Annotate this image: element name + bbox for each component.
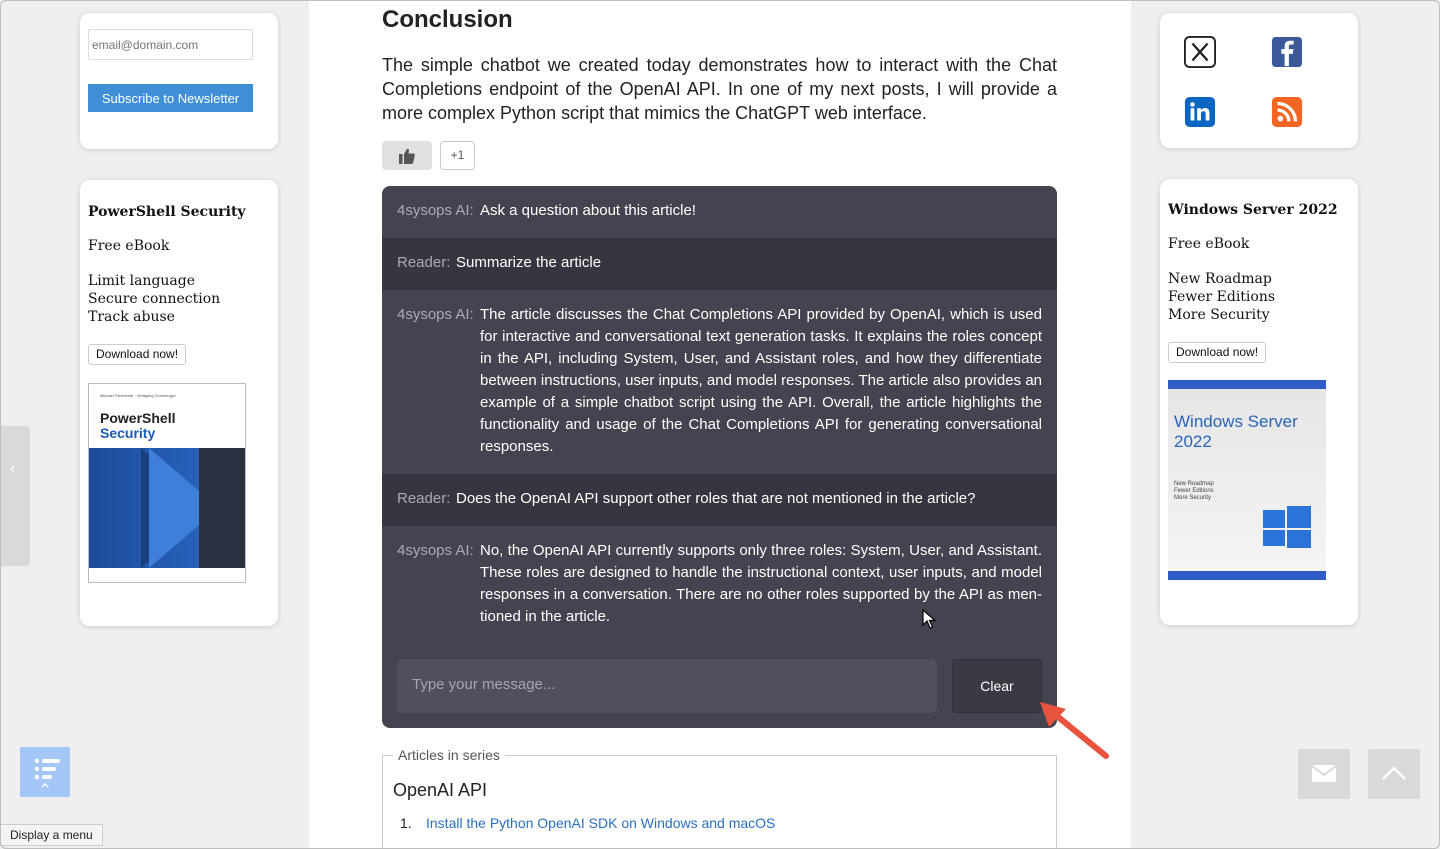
mail-icon [1298, 749, 1350, 799]
list-menu-icon [20, 747, 70, 797]
message-text: No, the OpenAI API currently supports only three roles: System, User, and Assistant. These roles are designed to handle the instructional context, user inputs, and model responses in a conversation. There are no other roles supported by the API as men-tioned in the article. [480, 542, 1042, 625]
cover-dark-panel [199, 448, 245, 568]
message-sender: 4sysops AI: [397, 306, 474, 323]
cover-title: PowerShell [100, 410, 176, 426]
message-sender: Reader: [397, 490, 451, 507]
series-item-number: 1. [400, 815, 412, 831]
chevron-left-icon: ‹ [10, 460, 16, 477]
chat-message-input[interactable]: Type your message... [397, 659, 937, 713]
articles-in-series [382, 747, 1057, 849]
message-text: Summarize the article [456, 254, 602, 271]
ebook-features [88, 272, 220, 326]
download-button[interactable]: Download now! [1168, 342, 1266, 363]
ebook-feature: Limit language [88, 273, 196, 289]
rss-icon[interactable] [1271, 96, 1303, 128]
cover-feature: Fewer Editions [1174, 488, 1214, 494]
chat-message [382, 186, 1057, 238]
scroll-to-top-button[interactable] [1368, 749, 1420, 799]
series-item-link[interactable]: Install the Python OpenAI SDK on Windows and macOS [426, 815, 776, 831]
powershell-ebook-card [80, 180, 278, 626]
message-sender: 4sysops AI: [397, 542, 474, 559]
ebook-feature: New Roadmap [1168, 271, 1272, 287]
message-sender: 4sysops AI: [397, 202, 474, 219]
chat-message [382, 526, 1057, 644]
message-text: Does the OpenAI API support other roles that are not mentioned in the article? [456, 490, 976, 507]
ebook-title: PowerShell Security [88, 204, 246, 220]
newsletter-card [80, 13, 278, 149]
chat-message [382, 290, 1057, 474]
annotation-arrow-icon [1038, 700, 1112, 762]
message-text: Ask a question about this article! [480, 202, 696, 219]
chat-message [382, 474, 1057, 526]
series-legend: Articles in series [393, 747, 505, 763]
x-twitter-icon[interactable] [1184, 36, 1216, 68]
subscribe-button[interactable]: Subscribe to Newsletter [88, 84, 253, 112]
contact-button[interactable] [1298, 749, 1350, 799]
clear-button[interactable]: Clear [952, 659, 1042, 713]
chevron-up-icon [1368, 749, 1420, 799]
ebook-feature: More Security [1168, 307, 1270, 323]
newsletter-email-input[interactable] [88, 29, 253, 60]
windows-logo-icon [1263, 506, 1311, 548]
windows-server-ebook-card [1160, 179, 1358, 625]
mouse-cursor-icon [922, 609, 936, 629]
series-title: OpenAI API [393, 780, 488, 800]
message-sender: Reader: [397, 254, 451, 271]
previous-article-tab[interactable] [0, 426, 30, 566]
cover-features [1174, 481, 1214, 502]
linkedin-icon[interactable] [1184, 96, 1216, 128]
ebook-subtitle: Free eBook [1168, 236, 1250, 252]
powershell-ebook-cover[interactable] [88, 383, 246, 583]
cover-authors: Michael Pietroforte · Wolfgang Sommergut [100, 393, 176, 398]
chat-message [382, 238, 1057, 290]
like-button[interactable] [382, 141, 432, 170]
ebook-feature: Fewer Editions [1168, 289, 1276, 305]
cover-feature: More Security [1174, 495, 1212, 501]
section-heading: Conclusion [382, 6, 513, 33]
facebook-icon[interactable] [1271, 36, 1303, 68]
ai-chat-panel [382, 186, 1057, 728]
article-paragraph: The simple chatbot we created today demonstrates how to interact with the Chat Completions endpoint of the OpenAI API. In one of my next posts, I will provide a more complex Python script that mimics the ChatGPT web interface. [382, 55, 1057, 123]
ebook-feature: Track abuse [88, 309, 175, 325]
main-content [309, 0, 1131, 849]
social-card [1160, 13, 1358, 148]
thumbs-up-icon [399, 148, 415, 164]
cover-title-accent: Security [100, 425, 156, 441]
ebook-subtitle: Free eBook [88, 238, 170, 254]
ebook-title: Windows Server 2022 [1168, 202, 1338, 218]
message-text: The article discusses the Chat Completions API provided by OpenAI, which is used for interactive and conversational text generation tasks. It explains the roles concept in the API, including System, User, and Assistant roles, and how they differentiate between instructions, user inputs, and model responses. The article also provides an example of a simple chatbot script using the API. Overall, the article highlights the functionality and usage of the Chat Completions API for generating conversational responses. [480, 306, 1042, 455]
like-count: +1 [440, 141, 475, 170]
menu-tooltip: Display a menu [0, 824, 103, 846]
ebook-feature: Secure connection [88, 291, 221, 307]
windows-server-ebook-cover[interactable] [1168, 380, 1326, 580]
table-of-contents-button[interactable] [20, 747, 70, 797]
ebook-features [1168, 270, 1275, 324]
cover-title: Windows Server 2022 [1174, 412, 1298, 451]
download-button[interactable]: Download now! [88, 344, 186, 365]
cover-feature: New Roadmap [1174, 481, 1214, 487]
